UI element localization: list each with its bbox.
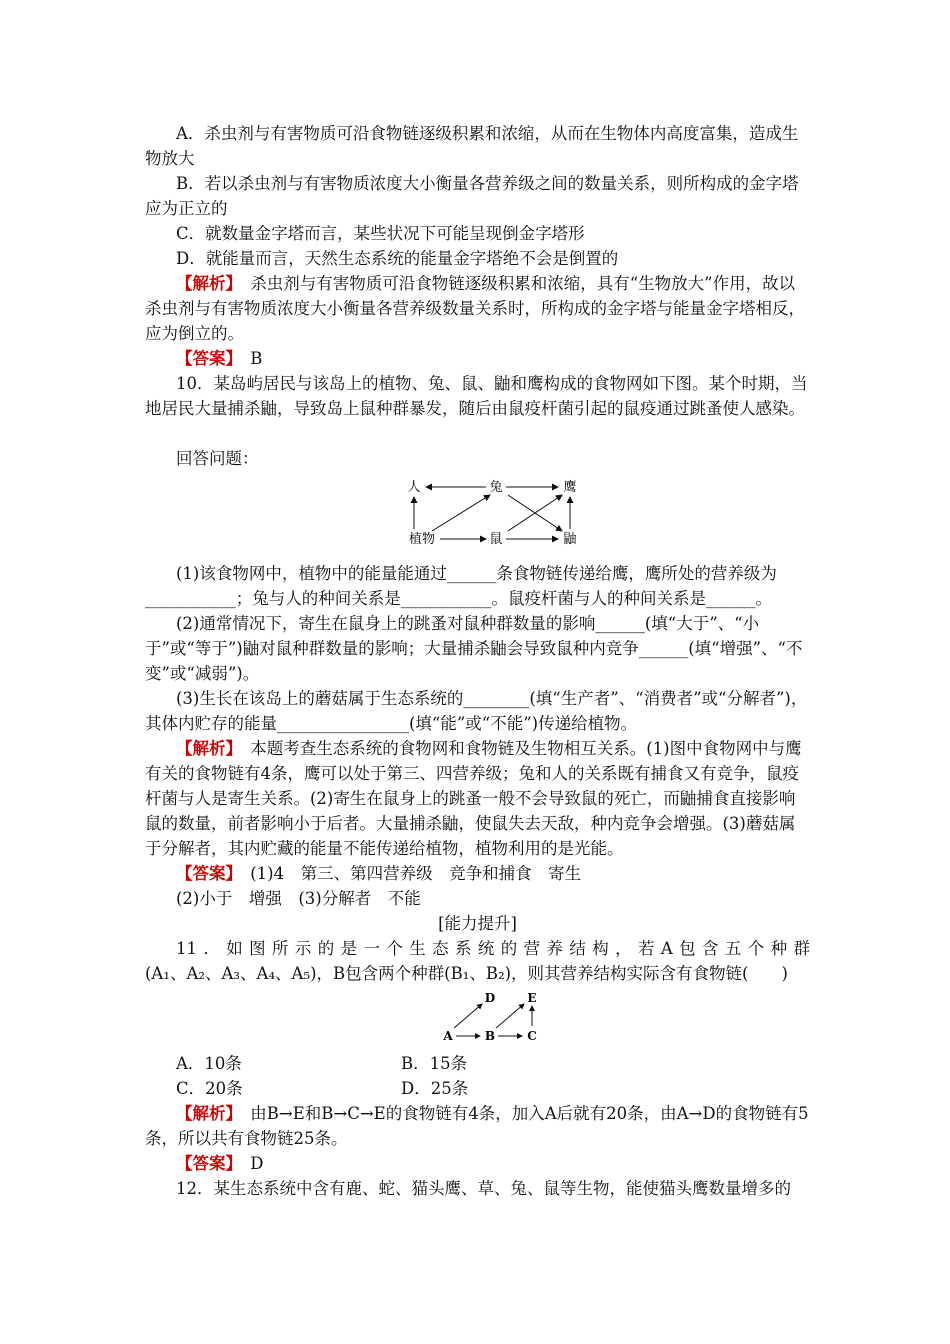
answer-tag: 【答案】 bbox=[176, 1154, 234, 1173]
q10-sub1: (1)该食物网中，植物中的能量能通过______条食物链传递给鹰，鹰所处的营养级为___________；兔与人的种间关系是___________。鼠疫杆菌与人的种间关系是______。 bbox=[145, 564, 777, 608]
q11-analysis-text: 由B→E和B→C→E的食物链有4条，加入A后就有20条，由A→D的食物链有5条，所以共有食物链25条。 bbox=[145, 1104, 809, 1148]
q11-option-c: C．20条 bbox=[176, 1079, 243, 1098]
q11-option-a: A．10条 bbox=[176, 1054, 242, 1073]
q10-prompt: 回答问题： bbox=[176, 449, 259, 468]
node-zhiwu: 植物 bbox=[408, 532, 436, 547]
q10-analysis-text: 本题考查生态系统的食物网和食物链及生物相互关系。(1)图中食物网中与鹰有关的食物链有4条，鹰可以处于第三、四营养级；兔和人的关系既有捕食又有竞争，鼠疫杆菌与人是寄生关系。(2)寄生在鼠身上的跳蚤一般不会导致鼠的死亡，而鼬捕食直接影响鼠的数量，前者影响小于后者。大量捕杀鼬，使鼠失去天敌，种内竞争会增强。(3)蘑菇属于分解者，其内贮藏的能量不能传递给植物，植物利用的是光能。 bbox=[145, 739, 802, 858]
q11-option-d: D．25条 bbox=[401, 1079, 469, 1098]
q11-analysis bbox=[145, 1101, 810, 1151]
q10-answer bbox=[145, 861, 810, 886]
q10-sub2: (2)通常情况下，寄生在鼠身上的跳蚤对鼠种群数量的影响______(填“大于”、“小于”或“等于”)鼬对鼠种群数量的影响；大量捕杀鼬会导致鼠种内竞争______(填“增强”、“不变”或“减弱”)。 bbox=[145, 614, 803, 683]
q12-stem: 12．某生态系统中含有鹿、蛇、猫头鹰、草、兔、鼠等生物，能使猫头鹰数量增多的 bbox=[176, 1179, 791, 1198]
q10-sub3: (3)生长在该岛上的蘑菇属于生态系统的________(填“生产者”、“消费者”或“分解者”)，其体内贮存的能量________________(填“能”或“不能”)传递给植物。 bbox=[145, 689, 808, 733]
node-a: A bbox=[443, 1029, 453, 1043]
answer-tag: 【答案】 bbox=[176, 864, 234, 883]
q9-answer-text: B bbox=[250, 349, 263, 368]
q9-option-a: A．杀虫剂与有害物质可沿食物链逐级积累和浓缩，从而在生物体内高度富集，造成生物放大 bbox=[145, 124, 799, 168]
arrow-zhiwu-tu bbox=[432, 495, 490, 531]
node-ying: 鹰 bbox=[563, 480, 577, 495]
food-web-diagram bbox=[400, 477, 590, 549]
analysis-tag: 【解析】 bbox=[176, 1104, 234, 1123]
node-d: D bbox=[484, 991, 496, 1005]
q9-option-b: B．若以杀虫剂与有害物质浓度大小衡量各营养级之间的数量关系，则所构成的金字塔应为正立的 bbox=[145, 174, 799, 218]
node-you: 鼬 bbox=[563, 532, 577, 547]
node-tu: 兔 bbox=[489, 480, 503, 495]
q9-option-d: D．就能量而言，天然生态系统的能量金字塔绝不会是倒置的 bbox=[176, 249, 619, 268]
q11-option-b: B．15条 bbox=[401, 1054, 468, 1073]
q10-answer-line2: (2)小于 增强 (3)分解者 不能 bbox=[176, 889, 421, 908]
answer-tag: 【答案】 bbox=[176, 349, 234, 368]
arrow-a-d bbox=[454, 1004, 482, 1028]
q9-analysis bbox=[145, 271, 810, 346]
q9-option-c: C．就数量金字塔而言，某些状况下可能呈现倒金字塔形 bbox=[176, 224, 585, 243]
q11-stem-line2: (A₁、A₂、A₃、A₄、A₅)，B包含两个种群(B₁、B₂)，则其营养结构实际含有食物链( ) bbox=[145, 964, 788, 983]
q9-analysis-text: 杀虫剂与有害物质可沿食物链逐级积累和浓缩，具有“生物放大”作用，故以杀虫剂与有害物质浓度大小衡量各营养级数量关系时，所构成的金字塔与能量金字塔相反，应为倒立的。 bbox=[145, 274, 805, 343]
node-b: B bbox=[484, 1029, 496, 1043]
analysis-tag: 【解析】 bbox=[176, 274, 234, 293]
arrow-b-e bbox=[496, 1004, 524, 1028]
node-ren: 人 bbox=[407, 480, 421, 495]
q10-answer-line1: (1)4 第三、第四营养级 竞争和捕食 寄生 bbox=[250, 864, 582, 883]
node-shu: 鼠 bbox=[489, 532, 503, 547]
q11-answer-text: D bbox=[250, 1154, 264, 1173]
q11-answer bbox=[145, 1151, 810, 1176]
trophic-structure-diagram bbox=[438, 988, 548, 1046]
q9-answer bbox=[145, 346, 810, 371]
analysis-tag: 【解析】 bbox=[176, 739, 234, 758]
node-c: C bbox=[527, 1029, 537, 1043]
q11-stem-line1: 11．如图所示的是一个生态系统的营养结构，若A包含五个种群 bbox=[176, 939, 810, 958]
node-e: E bbox=[527, 991, 537, 1005]
q10-analysis bbox=[145, 736, 810, 861]
q10-stem: 10．某岛屿居民与该岛上的植物、兔、鼠、鼬和鹰构成的食物网如下图。某个时期，当地居民大量捕杀鼬，导致岛上鼠种群暴发，随后由鼠疫杆菌引起的鼠疫通过跳蚤使人感染。 bbox=[145, 374, 808, 418]
section-title: [能力提升] bbox=[438, 914, 517, 933]
